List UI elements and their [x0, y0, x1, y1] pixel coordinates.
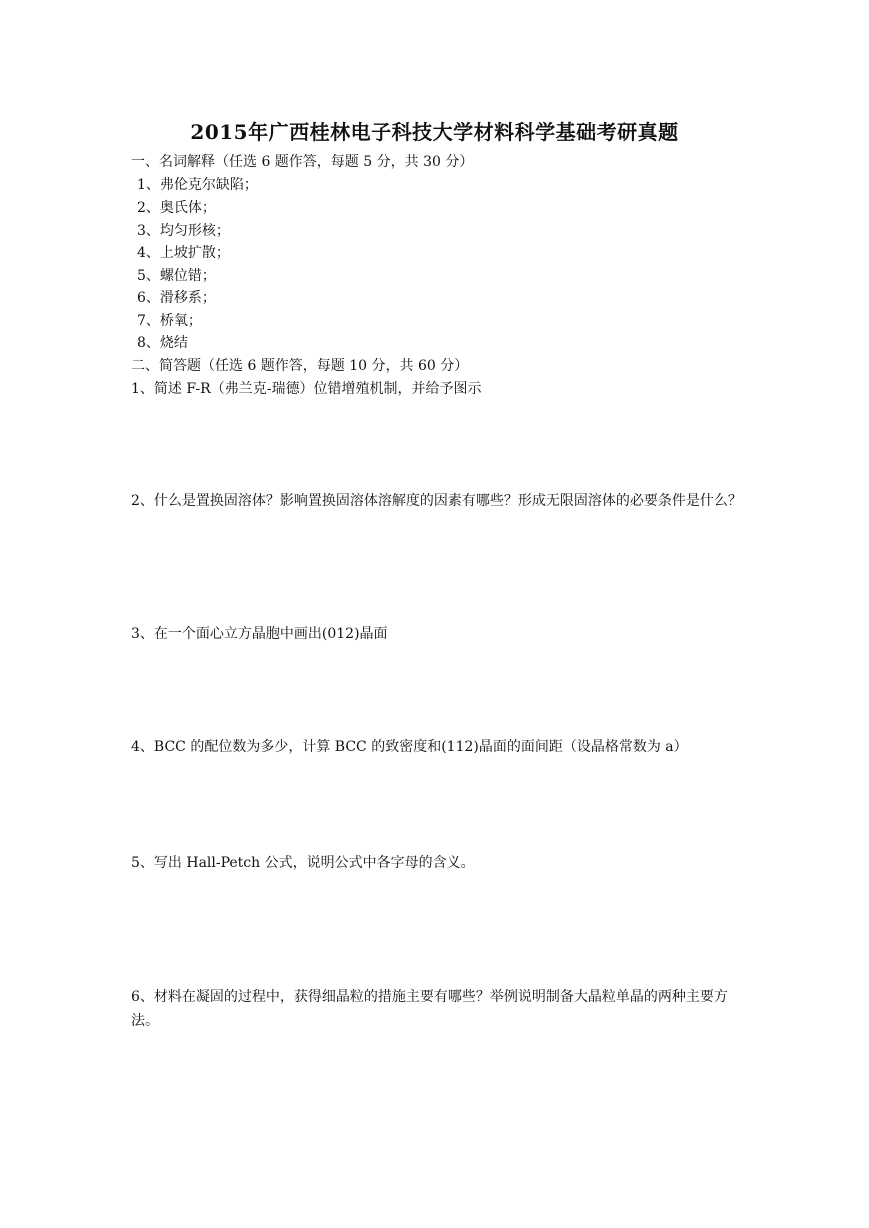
- term-item: 7、桥氧；: [137, 313, 202, 329]
- term-item: 4、上坡扩散；: [137, 245, 230, 261]
- question-item: 6、材料在凝固的过程中，获得细晶粒的措施主要有哪些？举例说明制备大晶粒单晶的两种主要方法。: [131, 989, 728, 1029]
- question-item: 1、简述 F-R（弗兰克-瑞德）位错增殖机制，并给予图示: [131, 381, 482, 397]
- section2-heading: 二、简答题（任选 6 题作答，每题 10 分，共 60 分）: [131, 358, 469, 374]
- term-item: 5、螺位错；: [137, 268, 216, 284]
- term-item: 6、滑移系；: [137, 290, 216, 306]
- term-item: 8、烧结: [137, 335, 188, 351]
- section1-heading: 一、名词解释（任选 6 题作答，每题 5 分，共 30 分）: [131, 154, 474, 170]
- question-item: 5、写出 Hall-Petch 公式，说明公式中各字母的含义。: [131, 855, 475, 871]
- term-item: 3、均匀形核；: [137, 223, 230, 239]
- question-item: 3、在一个面心立方晶胞中画出(012)晶面: [131, 626, 388, 642]
- term-item: 2、奥氏体；: [137, 200, 216, 216]
- question-item: 4、BCC 的配位数为多少，计算 BCC 的致密度和(112)晶面的面间距（设晶格常数为 a）: [131, 739, 688, 755]
- question-item: 2、什么是置换固溶体？影响置换固溶体溶解度的因素有哪些？形成无限固溶体的必要条件是什么？: [131, 493, 742, 509]
- term-item: 1、弗伦克尔缺陷；: [137, 177, 258, 193]
- page-title: 2015年广西桂林电子科技大学材料科学基础考研真题: [190, 120, 679, 144]
